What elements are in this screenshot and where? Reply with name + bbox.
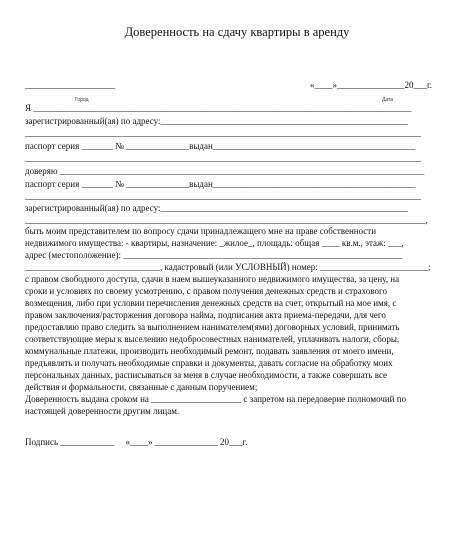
body-line-3: адрес (местоположение): ______________________________________________________________	[25, 250, 403, 260]
body-line-6: сроки и условиях по своему усмотрению, с правом получения денежных средств и страхового	[25, 286, 387, 296]
date-field-line: «____»_______________20___г.	[310, 80, 432, 90]
principal-address-line: зарегистрированный(ая) по адресу:_______________________________________________________	[25, 116, 409, 126]
term-line-continuation: настоящей доверенности другим лицам.	[25, 406, 180, 416]
agent-address-line: зарегистрированный(ая) по адресу:_______________________________________________________	[25, 203, 409, 213]
document-title: Доверенность на сдачу квартиры в аренду	[124, 25, 350, 39]
agent-passport-line: паспорт серия _______ № ______________выдан_____________________________________________	[25, 179, 416, 189]
signature-line: Подпись ____________ «____» ______________ 20___г.	[25, 437, 248, 447]
body-line-2: недвижимого имущества: - квартиры, назначение: _жилое_, площадь: общая ____ кв.м., этаж: ___,	[25, 238, 404, 248]
body-line-8: правом заключения/расторжения договора найма, подписания акта приема-передачи, для чего	[25, 310, 386, 320]
body-line-13: персональных данных, расписываться за меня в случае необходимости, а также совершать все	[25, 370, 388, 380]
body-line-4: ______________________________, кадастровый (или УСЛОВНЫЙ) номер: ________________________;	[25, 262, 431, 272]
principal-address-continuation: ________________________________________________________________________________________	[25, 128, 421, 138]
principal-passport-line: паспорт серия _______ № ______________выдан_____________________________________________	[25, 141, 416, 151]
body-line-14: действия и формальности, связанные с данным поручением;	[25, 382, 258, 392]
principal-name-line: Я ____________________________________________________________________________________	[25, 103, 412, 113]
body-line-9: предоставляю право следить за выполнением нанимателем(ями) договорных условий, принимать	[25, 322, 400, 332]
body-line-10: соответствующие меры к выселению недобросовестных нанимателей, уплачивать налоги, сборы,	[25, 334, 400, 344]
body-line-7: возмещения, либо при условии перечисления денежных средств на счет, открытый на мое имя, с	[25, 298, 397, 308]
agent-address-continuation: _________________________________________________________________________________________,	[25, 215, 428, 225]
body-line-11: коммунальные платежи, производить необходимый ремонт, подавать заявления от моего имени,	[25, 346, 394, 356]
body-line-12: предъявлять и получать необходимые справки и документы, давать согласие на обработку моих	[25, 358, 393, 368]
body-line-5: с правом свободного доступа, сдачи в наем вышеуказанного недвижимого имущества, за цену, на	[25, 274, 400, 284]
date-caption: Дата	[382, 97, 394, 103]
body-line-1: быть моим представителем по вопросу сдачи принадлежащего мне на праве собственности	[25, 226, 377, 236]
agent-passport-continuation: ________________________________________________________________________________________	[25, 191, 421, 201]
city-caption: Город	[75, 97, 89, 103]
term-line: Доверенность выдана сроком на ____________________ с запретом на передоверие полномочий по	[25, 394, 407, 404]
principal-passport-continuation: ________________________________________________________________________________________	[25, 153, 421, 163]
agent-name-line: доверяю _________________________________________________________________________________	[25, 166, 425, 176]
city-field-line: ____________________	[25, 80, 115, 90]
